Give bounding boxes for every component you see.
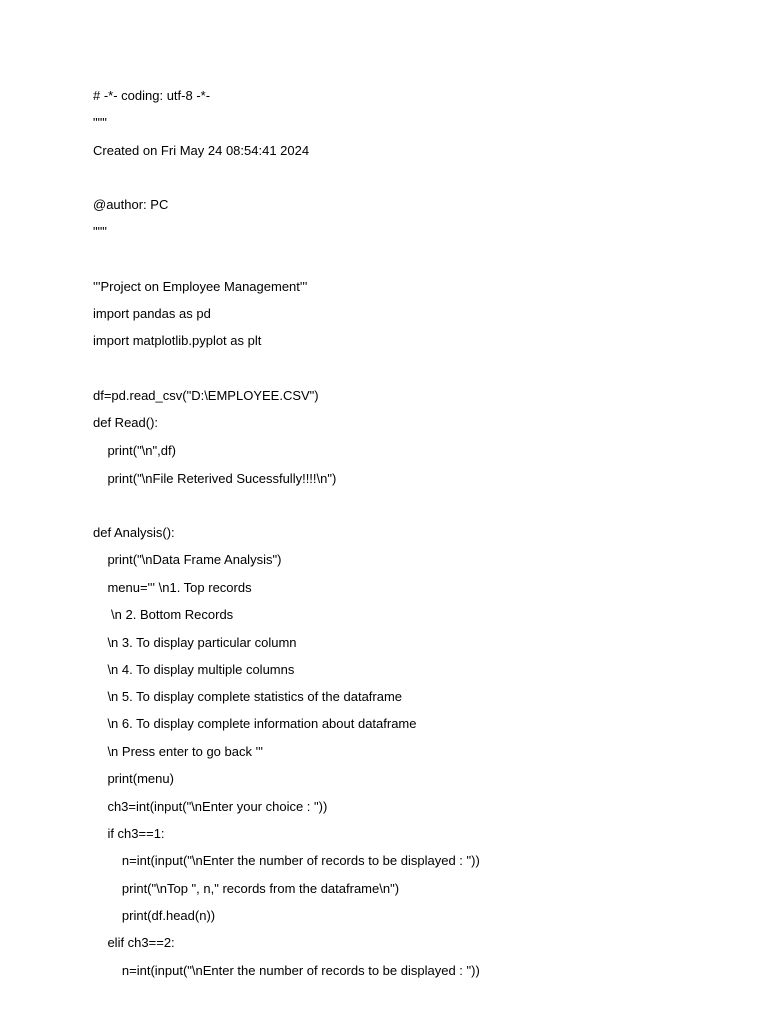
code-line: def Analysis(): [93, 525, 175, 540]
code-line: if ch3==1: [93, 826, 165, 841]
code-line: import matplotlib.pyplot as plt [93, 333, 262, 348]
code-line: import pandas as pd [93, 306, 211, 321]
code-line: n=int(input("\nEnter the number of records to be displayed : ")) [93, 963, 480, 978]
code-line: print("\nFile Reterived Sucessfully!!!!\n") [93, 471, 337, 486]
code-line: print("\nTop ", n," records from the dataframe\n") [93, 881, 400, 896]
code-line: print("\n",df) [93, 443, 176, 458]
code-line: ch3=int(input("\nEnter your choice : ")) [93, 799, 328, 814]
code-line: @author: PC [93, 197, 169, 212]
code-line: '''Project on Employee Management''' [93, 279, 308, 294]
code-line: \n 3. To display particular column [93, 635, 297, 650]
code-line: menu=''' \n1. Top records [93, 580, 252, 595]
code-line: def Read(): [93, 415, 159, 430]
code-line: elif ch3==2: [93, 935, 175, 950]
code-line: \n Press enter to go back ''' [93, 744, 264, 759]
code-line: print(menu) [93, 771, 174, 786]
code-line: \n 5. To display complete statistics of the dataframe [93, 689, 403, 704]
code-line: """ [93, 224, 107, 239]
code-line: \n 4. To display multiple columns [93, 662, 295, 677]
code-line: """ [93, 115, 107, 130]
code-line: n=int(input("\nEnter the number of records to be displayed : ")) [93, 853, 480, 868]
code-line: print("\nData Frame Analysis") [93, 552, 282, 567]
code-line: \n 6. To display complete information about dataframe [93, 716, 417, 731]
code-line: \n 2. Bottom Records [93, 607, 234, 622]
code-line: Created on Fri May 24 08:54:41 2024 [93, 143, 310, 158]
code-line: df=pd.read_csv("D:\EMPLOYEE.CSV") [93, 388, 319, 403]
code-line: print(df.head(n)) [93, 908, 216, 923]
code-line: # -*- coding: utf-8 -*- [93, 88, 211, 103]
